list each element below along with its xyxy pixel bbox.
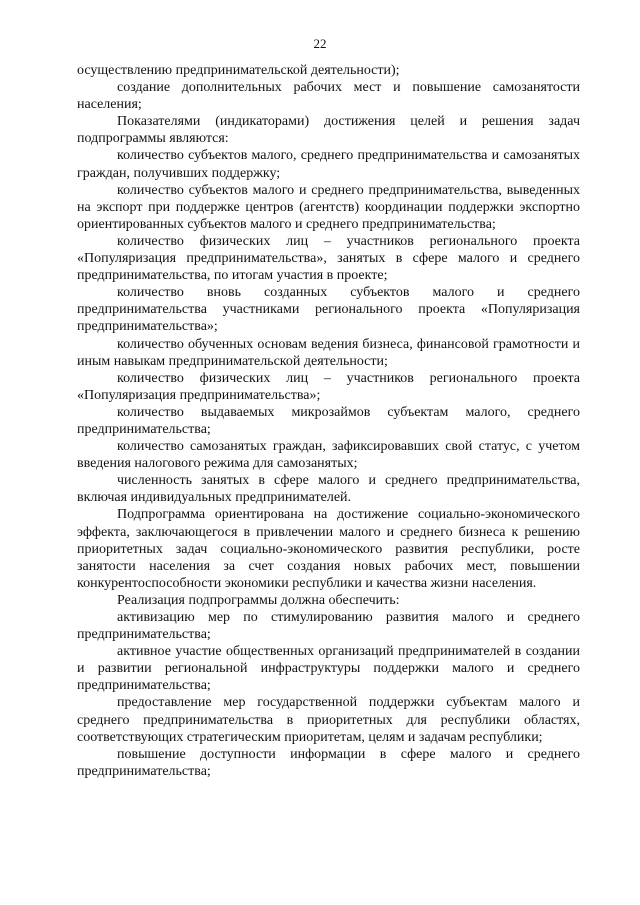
paragraph: количество выдаваемых микрозаймов субъектам малого, среднего предпринимательства; <box>77 404 580 437</box>
page-number: 22 <box>313 36 327 51</box>
paragraph: предоставление мер государственной поддержки субъектам малого и среднего предпринимательства в приоритетных для республики областях, соответствующих стратегическим приоритетам, целям и задачам республики; <box>77 695 580 745</box>
paragraph: осуществлению предпринимательской деятельности); <box>77 63 400 78</box>
paragraph: количество обученных основам ведения бизнеса, финансовой грамотности и иным навыкам предпринимательской деятельности; <box>77 336 580 369</box>
document-body <box>77 62 580 780</box>
paragraph: количество субъектов малого, среднего предпринимательства и самозанятых граждан, получивших поддержку; <box>77 148 580 181</box>
paragraph: количество вновь созданных субъектов малого и среднего предпринимательства участниками регионального проекта «Популяризация предпринимательства»; <box>77 285 580 335</box>
paragraph: численность занятых в сфере малого и среднего предпринимательства, включая индивидуальных предпринимателей. <box>77 473 580 506</box>
paragraph: повышение доступности информации в сфере малого и среднего предпринимательства; <box>77 746 580 779</box>
paragraph: активизацию мер по стимулированию развития малого и среднего предпринимательства; <box>77 610 580 643</box>
paragraph: создание дополнительных рабочих мест и повышение самозанятости населения; <box>77 80 580 113</box>
paragraph: количество самозанятых граждан, зафиксировавших свой статус, с учетом введения налогового режима для самозанятых; <box>77 439 580 472</box>
paragraph: количество физических лиц – участников регионального проекта «Популяризация предпринимательства»; <box>77 370 580 403</box>
paragraph: количество субъектов малого и среднего предпринимательства, выведенных на экспорт при поддержке центров (агентств) координации поддержки экспортно ориентированных субъектов малого и среднего предпринимательства; <box>77 182 580 232</box>
paragraph: активное участие общественных организаций предпринимателей в создании и развитии региональной инфраструктуры поддержки малого и среднего предпринимательства; <box>77 644 580 694</box>
paragraph: количество физических лиц – участников регионального проекта «Популяризация предпринимательства», занятых в сфере малого и среднего предпринимательства, по итогам участия в проекте; <box>77 233 580 284</box>
paragraph: Реализация подпрограммы должна обеспечить: <box>117 592 400 608</box>
paragraph: Показателями (индикаторами) достижения целей и решения задач подпрограммы являются: <box>77 114 580 147</box>
paragraph: Подпрограмма ориентирована на достижение социально-экономического эффекта, заключающегося в привлечении малого и среднего бизнеса к решению приоритетных задач социально-экономического развития республики, росте занятости населения за счет создания новых рабочих мест, повышении конкурентоспособности экономики республики и качества жизни населения. <box>77 507 580 591</box>
